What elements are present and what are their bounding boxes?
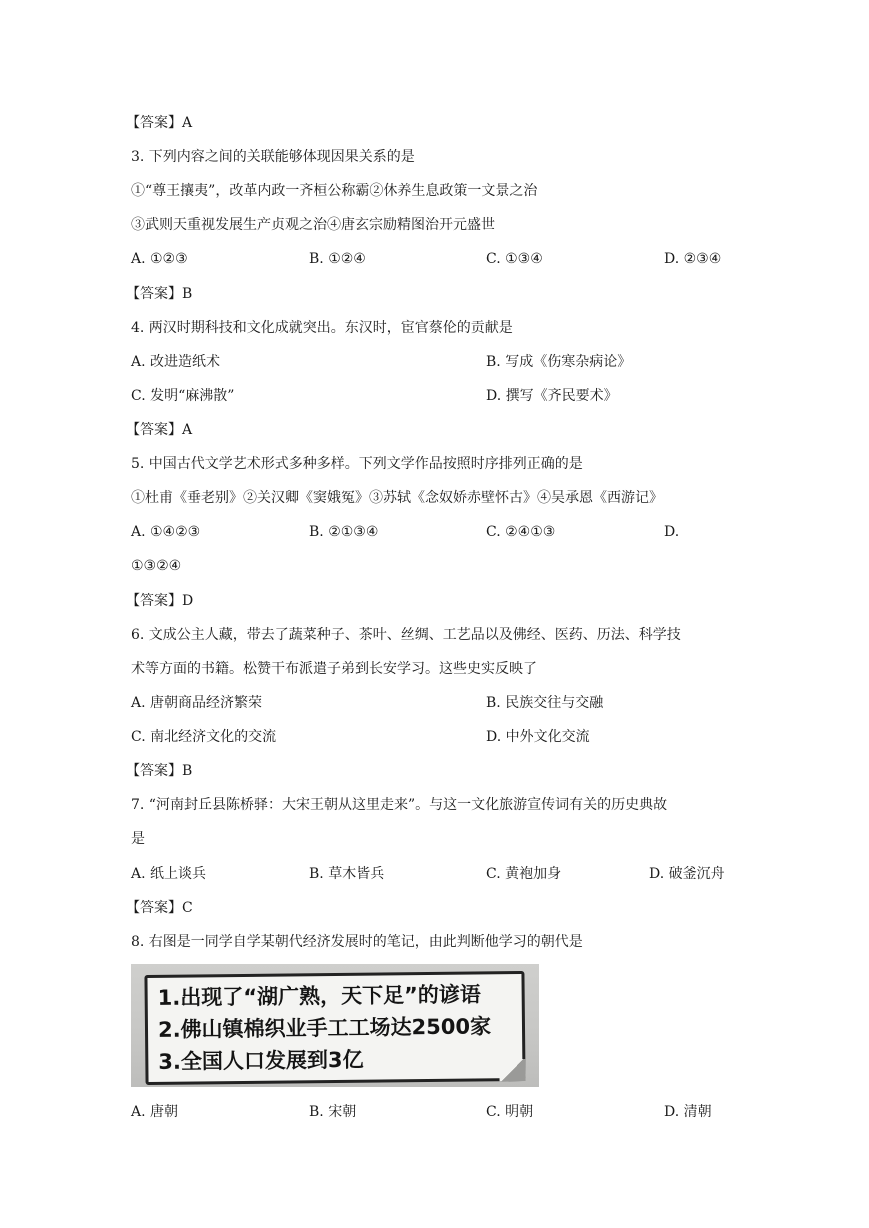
question-5-stem: 5. 中国古代文学艺术形式多种多样。下列文学作品按照时序排列正确的是 [131, 456, 583, 472]
question-3-line-2: ③武则天重视发展生产贞观之治④唐玄宗励精图治开元盛世 [131, 217, 495, 233]
note-line-3: 3.全国人口发展到3亿 [158, 1047, 364, 1074]
note-line-1: 1.出现了“湖广熟，天下足”的谚语 [157, 982, 481, 1010]
question-3-line-1: ①“尊王攘夷”，改革内政一齐桓公称霸②休养生息政策一文景之治 [131, 183, 538, 199]
question-6-option-c: C. 南北经济文化的交流 [131, 729, 277, 745]
answer-6: 【答案】B [126, 763, 193, 779]
study-note-image [131, 964, 539, 1087]
answer-5: 【答案】D [126, 593, 194, 609]
question-7-option-c: C. 黄袍加身 [486, 866, 562, 882]
question-8-stem: 8. 右图是一同学自学某朝代经济发展时的笔记，由此判断他学习的朝代是 [131, 934, 583, 950]
question-8-option-a: A. 唐朝 [131, 1104, 179, 1120]
question-7-stem-1: 7. “河南封丘县陈桥驿：大宋王朝从这里走来”。与这一文化旅游宣传词有关的历史典故 [131, 797, 668, 813]
question-8-option-c: C. 明朝 [486, 1104, 534, 1120]
question-4-option-b: B. 写成《伤寒杂病论》 [486, 354, 632, 370]
answer-7: 【答案】C [126, 900, 193, 916]
question-3-option-a: A. ①②③ [131, 251, 188, 267]
question-5-line-1: ①杜甫《垂老别》②关汉卿《窦娥冤》③苏轼《念奴娇赤壁怀古》④吴承恩《西游记》 [131, 490, 663, 506]
question-5-option-c: C. ②④①③ [486, 524, 556, 540]
question-3-stem: 3. 下列内容之间的关联能够体现因果关系的是 [131, 149, 415, 165]
question-3-option-d: D. ②③④ [664, 251, 722, 267]
question-6-option-d: D. 中外文化交流 [486, 729, 590, 745]
question-7-option-b: B. 草木皆兵 [309, 866, 385, 882]
question-8-option-d: D. 清朝 [664, 1104, 712, 1120]
question-6-option-b: B. 民族交往与交融 [486, 695, 604, 711]
question-3-option-c: C. ①③④ [486, 251, 543, 267]
question-5-option-d: D. [664, 524, 680, 540]
note-paper [144, 971, 525, 1085]
question-3-option-b: B. ①②④ [309, 251, 366, 267]
question-4-option-a: A. 改进造纸术 [131, 354, 221, 370]
question-4-stem: 4. 两汉时期科技和文化成就突出。东汉时，宦官蔡伦的贡献是 [131, 320, 513, 336]
question-6-stem-1: 6. 文成公主人藏，带去了蔬菜种子、茶叶、丝绸、工艺品以及佛经、医药、历法、科学技 [131, 627, 681, 643]
question-7-option-a: A. 纸上谈兵 [131, 866, 207, 882]
answer-2: 【答案】A [126, 115, 193, 131]
answer-3: 【答案】B [126, 286, 193, 302]
question-4-option-d: D. 撰写《齐民要术》 [486, 388, 618, 404]
question-7-stem-2: 是 [131, 831, 145, 847]
question-5-option-a: A. ①④②③ [131, 524, 201, 540]
answer-4: 【答案】A [126, 422, 193, 438]
note-fold-corner [499, 1059, 525, 1081]
question-8-option-b: B. 宋朝 [309, 1104, 357, 1120]
question-4-option-c: C. 发明“麻沸散” [131, 388, 235, 404]
question-6-stem-2: 术等方面的书籍。松赞干布派遣子弟到长安学习。这些史实反映了 [131, 661, 537, 677]
question-5-option-b: B. ②①③④ [309, 524, 379, 540]
question-7-option-d: D. 破釜沉舟 [649, 866, 725, 882]
question-6-option-a: A. 唐朝商品经济繁荣 [131, 695, 263, 711]
question-5-option-d-text: ①③②④ [131, 558, 182, 574]
note-line-2: 2.佛山镇棉织业手工工场达2500家 [157, 1014, 492, 1042]
